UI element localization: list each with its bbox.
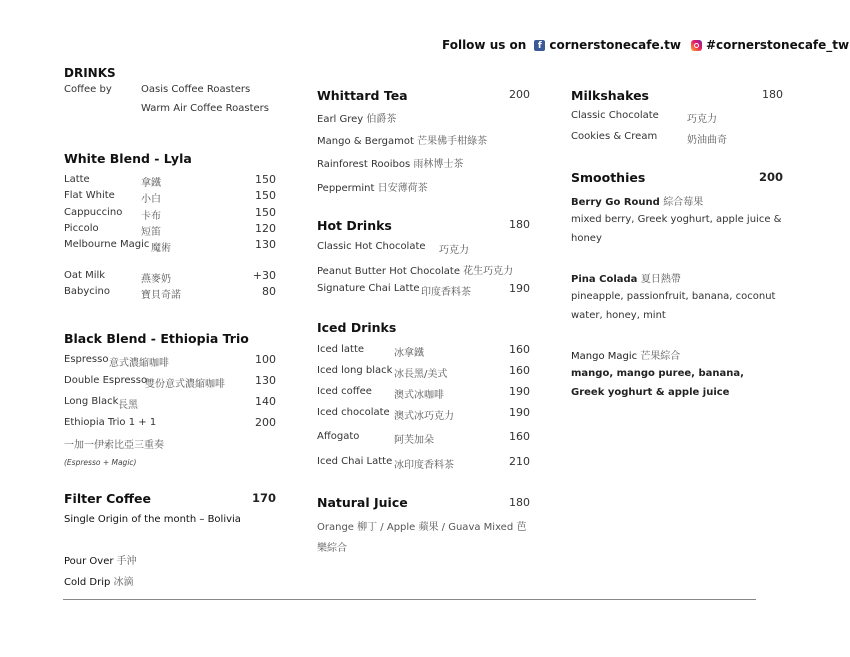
menu-item-zh: 拿鐵 [141, 178, 161, 189]
single-origin-label: Single Origin of the month [64, 514, 197, 525]
menu-item-price: 190 [509, 282, 530, 295]
menu-item-zh: 奶油曲奇 [687, 135, 727, 146]
natural-juice-desc-2: 樂綜合 [317, 543, 347, 554]
menu-item-zh: 澳式冰咖啡 [394, 390, 444, 401]
roaster-2: Warm Air Coffee Roasters [141, 103, 269, 114]
menu-item-price: 140 [255, 395, 276, 408]
menu-item-zh: 阿芙加朵 [394, 435, 434, 446]
menu-item-name: Iced coffee [317, 386, 372, 397]
natural-juice-title: Natural Juice [317, 495, 408, 510]
pour-over-line [64, 552, 137, 567]
menu-item-name: Double Espresso [64, 375, 148, 386]
menu-item-zh: 印度香料茶 [421, 287, 471, 298]
menu-item-zh: 魔術 [151, 243, 171, 254]
menu-item-name: Classic Hot Chocolate [317, 241, 426, 252]
drinks-title: DRINKS [64, 66, 116, 80]
menu-item-zh: 冰印度香料茶 [394, 460, 454, 471]
menu-item-zh: 小白 [141, 194, 161, 205]
menu-item-name: Peppermint [317, 183, 375, 194]
menu-item-name: Flat White [64, 190, 115, 201]
smoothie-desc: mixed berry, Greek yoghurt, apple juice & honey [571, 214, 782, 244]
smoothie-zh: 芒果綜合 [640, 351, 681, 362]
hot-drinks-price: 180 [509, 218, 530, 231]
smoothie-name-line [571, 347, 680, 362]
menu-item-price: 100 [255, 353, 276, 366]
facebook-icon: f [534, 40, 545, 51]
tea-item [317, 110, 396, 125]
whittard-tea-price: 200 [509, 88, 530, 101]
menu-item-price: 200 [255, 416, 276, 429]
menu-item-name: Classic Chocolate [571, 110, 659, 121]
menu-item-name: Melbourne Magic [64, 239, 150, 250]
tea-item [317, 132, 487, 147]
menu-item-price: 160 [509, 364, 530, 377]
cold-drip-line [64, 573, 134, 588]
menu-item-name: Iced latte [317, 344, 365, 355]
menu-item-zh: 巧克力 [439, 245, 469, 256]
menu-item-name: Signature Chai Latte [317, 283, 420, 294]
single-origin-dash: – [199, 514, 205, 525]
smoothie-name: Mango Magic [571, 351, 638, 362]
tea-item [317, 179, 428, 194]
smoothie-name-line [571, 193, 703, 208]
bottom-divider [63, 599, 756, 600]
menu-item-zh: 冰滴 [113, 577, 134, 588]
menu-item-name: Long Black [64, 396, 119, 407]
menu-item-price: 160 [509, 343, 530, 356]
menu-item-zh: 意式濃縮咖啡 [109, 358, 169, 369]
milkshakes-title: Milkshakes [571, 88, 649, 103]
white-blend-title: White Blend - Lyla [64, 151, 192, 166]
menu-item-zh: 澳式冰巧克力 [394, 411, 454, 422]
menu-item-zh: 短笛 [141, 227, 161, 238]
menu-item-name: Iced long black [317, 365, 393, 376]
whittard-tea-title: Whittard Tea [317, 88, 408, 103]
menu-item-name: Affogato [317, 431, 360, 442]
follow-label: Follow us on [442, 38, 527, 52]
hot-drinks-title: Hot Drinks [317, 218, 392, 233]
menu-item-zh: 花生巧克力 [463, 266, 514, 277]
menu-item-zh: 寶貝奇諾 [141, 290, 181, 301]
menu-item-price: 150 [255, 206, 276, 219]
single-origin-value: Bolivia [207, 514, 241, 525]
menu-item-zh: 雙份意式濃縮咖啡 [145, 379, 225, 390]
menu-item-zh: 雨林博士茶 [413, 159, 464, 170]
single-origin-line [64, 514, 241, 525]
filter-coffee-price: 170 [251, 491, 276, 505]
menu-item-zh: 卡布 [141, 211, 161, 222]
menu-item-price: 120 [255, 222, 276, 235]
menu-item-price: 80 [262, 285, 276, 298]
menu-item-name: Pour Over [64, 556, 114, 567]
menu-item-price: 160 [509, 430, 530, 443]
menu-item-zh: 一加一伊索比亞三重奏 [64, 440, 164, 451]
hot-drink-item [317, 262, 513, 277]
black-blend-title: Black Blend - Ethiopia Trio [64, 331, 249, 346]
menu-item-name: Peanut Butter Hot Chocolate [317, 266, 460, 277]
smoothie-zh: 綜合莓果 [663, 197, 704, 208]
tea-item [317, 155, 463, 170]
black-blend-note: (Espresso + Magic) [64, 458, 137, 467]
smoothie-zh: 夏日熱帶 [640, 274, 681, 285]
instagram-icon [691, 40, 702, 51]
menu-item-price: 210 [509, 455, 530, 468]
smoothie-name: Berry Go Round [571, 197, 660, 208]
facebook-handle[interactable]: cornerstonecafe.tw [549, 38, 681, 52]
smoothies-price: 200 [758, 170, 783, 184]
menu-item-name: Mango & Bergamot [317, 136, 414, 147]
menu-item-zh: 燕麥奶 [141, 274, 171, 285]
menu-item-price: 150 [255, 173, 276, 186]
menu-item-zh: 冰拿鐵 [394, 348, 424, 359]
iced-drinks-title: Iced Drinks [317, 320, 397, 335]
roaster-1: Oasis Coffee Roasters [141, 84, 251, 95]
menu-item-name: Espresso [64, 354, 109, 365]
menu-item-zh: 巧克力 [687, 114, 717, 125]
menu-item-name: Babycino [64, 286, 110, 297]
smoothie-name: Pina Colada [571, 274, 638, 285]
menu-item-price: 130 [255, 374, 276, 387]
menu-item-price: 150 [255, 189, 276, 202]
menu-item-zh: 手沖 [116, 556, 137, 567]
menu-item-zh: 日安薄荷茶 [377, 183, 428, 194]
menu-item-name: Latte [64, 174, 90, 185]
menu-item-price: 190 [509, 406, 530, 419]
menu-item-zh: 長黑 [118, 400, 138, 411]
menu-item-name: Cookies & Cream [571, 131, 658, 142]
menu-item-price: +30 [252, 269, 276, 282]
milkshakes-price: 180 [762, 88, 783, 101]
filter-coffee-title: Filter Coffee [64, 491, 151, 506]
menu-item-name: Rainforest Rooibos [317, 159, 411, 170]
coffee-by-label: Coffee by [64, 84, 112, 95]
natural-juice-desc-1: Orange 柳丁 / Apple 蘋果 / Guava Mixed 芭 [317, 522, 527, 533]
natural-juice-price: 180 [509, 496, 530, 509]
menu-item-name: Piccolo [64, 223, 99, 234]
smoothies-title: Smoothies [571, 170, 646, 185]
smoothie-name-line [571, 270, 681, 285]
menu-item-price: 130 [255, 238, 276, 251]
instagram-handle[interactable]: #cornerstonecafe_tw [705, 38, 850, 52]
menu-item-name: Iced Chai Latte [317, 456, 393, 467]
menu-item-zh: 冰長黑/美式 [394, 369, 448, 380]
menu-item-name: Cappuccino [64, 207, 123, 218]
smoothie-desc: pineapple, passionfruit, banana, coconut water, honey, mint [571, 291, 776, 321]
menu-item-name: Oat Milk [64, 270, 106, 281]
menu-item-name: Ethiopia Trio 1 + 1 [64, 417, 157, 428]
menu-item-price: 190 [509, 385, 530, 398]
menu-item-name: Iced chocolate [317, 407, 390, 418]
social-follow-bar [442, 38, 849, 52]
smoothie-desc: mango, mango puree, banana, Greek yoghurt & apple juice [571, 368, 744, 398]
menu-item-zh: 芒果佛手柑綠茶 [417, 136, 488, 147]
menu-item-name: Cold Drip [64, 577, 111, 588]
menu-item-name: Earl Grey [317, 114, 364, 125]
menu-item-zh: 伯爵茶 [366, 114, 397, 125]
